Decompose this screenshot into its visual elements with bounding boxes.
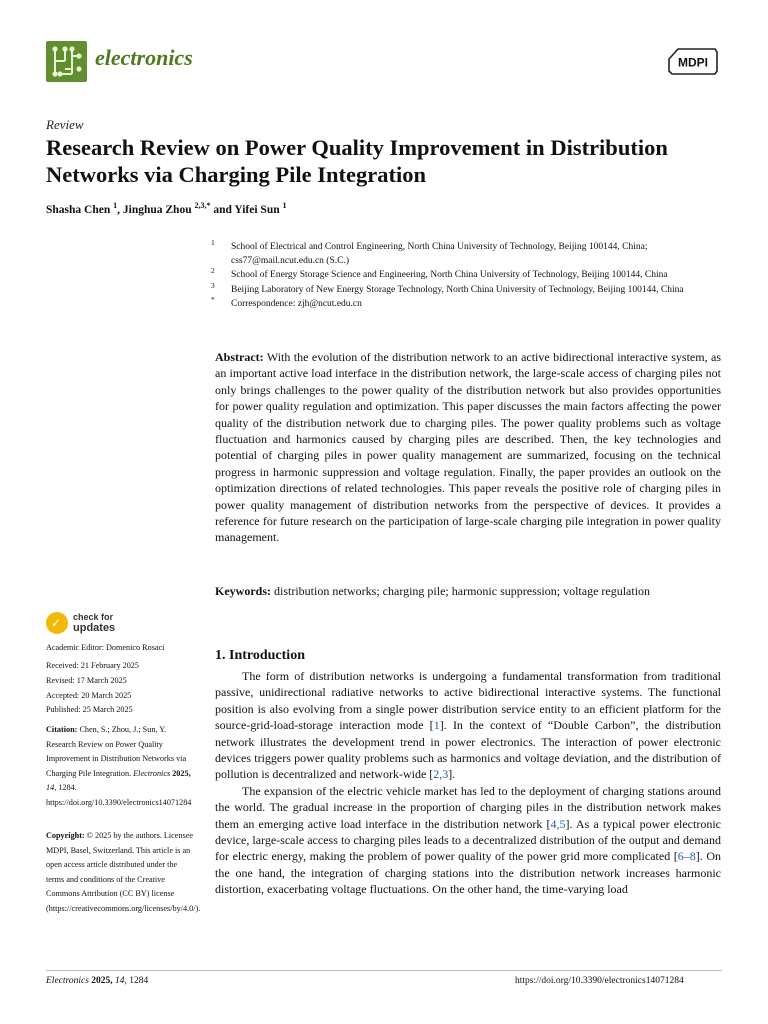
citation-link[interactable]: 1 (433, 718, 440, 733)
date-revised: Revised: 17 March 2025 (46, 676, 127, 685)
abstract (215, 349, 721, 546)
footer-doi-link[interactable]: https://doi.org/10.3390/electronics14071284 (515, 976, 684, 986)
citation-link[interactable]: 2,3 (433, 767, 449, 782)
footer-volume: 14, (115, 976, 127, 986)
author-affiliation-mark: 1 (113, 201, 118, 210)
footer-citation (46, 976, 148, 986)
check-updates-icon: ✓ (46, 612, 68, 634)
citation-link[interactable]: 6–8 (677, 849, 696, 864)
article-type: Review (46, 117, 84, 132)
copyright-block (46, 829, 201, 916)
affiliation-item (211, 268, 731, 282)
affiliation-text: School of Energy Storage Science and Engineering, North China University of Technology, Beijing 100144, China (231, 270, 668, 281)
date-published: Published: 25 March 2025 (46, 705, 133, 714)
copyright-text: © 2025 by the authors. Licensee MDPI, Basel, Switzerland. This article is an open access article distributed under the terms and conditions of the Creative Commons Attribution (CC BY) license (https://creativecommons.org/licenses/by/4.0/). (46, 831, 201, 913)
author-affiliation-mark: 2,3,* (194, 201, 211, 210)
intro-text: ]. On the one hand, the integration of charging stations into the distribution network increases harmonic distortion, exacerbating voltage fluctuations. On the other hand, the time-varying load (215, 849, 721, 897)
introduction-body (215, 668, 721, 898)
abstract-label: Abstract: (215, 350, 264, 364)
section-heading-introduction: 1. Introduction (215, 648, 305, 663)
citation-volume: 14, (46, 783, 57, 792)
keywords (215, 583, 721, 599)
affiliation-number: 1 (211, 238, 215, 247)
publisher-label: MDPI (678, 55, 708, 70)
footer-divider (46, 970, 722, 971)
author-name: Yifei Sun (234, 203, 280, 216)
keywords-label: Keywords: (215, 584, 271, 598)
check-for-updates-button[interactable] (46, 612, 166, 636)
footer-journal: Electronics (46, 976, 89, 986)
affiliation-item (211, 294, 731, 311)
intro-text: ]. (448, 767, 456, 782)
author-name: Jinghua Zhou (122, 203, 192, 216)
check-updates-line2: updates (73, 622, 116, 634)
affiliation-number: 2 (211, 266, 215, 276)
citation-block (46, 723, 196, 810)
mdpi-logo-icon (666, 46, 720, 76)
citation-label: Citation: (46, 725, 78, 734)
citation-year: 2025, (172, 768, 191, 778)
intro-paragraph (215, 783, 721, 898)
check-updates-line1: check for (73, 612, 114, 622)
intro-text: The form of distribution networks is undergoing a fundamental transformation from traditional passive, unidirectional radiative networks to active bidirectional interactive systems. The functional position is also evolving from a single power distribution service entity to an efficient platform for the source-grid-load-storage interaction mode [ (215, 669, 721, 733)
citation-link[interactable]: 4,5 (550, 816, 566, 831)
citation-text: Chen, S.; Zhou, J.; Sun, Y. Research Review on Power Quality Improvement in Distribution Networks via Charging Pile Integration. (46, 725, 187, 778)
footer-year: 2025, (91, 976, 113, 986)
affiliation-item (211, 240, 731, 268)
affiliation-number: 3 (211, 280, 215, 290)
affiliation-text: Beijing Laboratory of New Energy Storage Technology, North China University of Technology, Beijing 100144, China (231, 284, 684, 295)
copyright-label: Copyright: (46, 831, 85, 840)
academic-editor: Academic Editor: Domenico Rosaci (46, 643, 165, 652)
intro-text: ]. In the context of “Double Carbon”, the distribution network illustrates the development trend in power electronics. The interaction of power electronic devices triggers power quality problems such as harmonics and voltage deviation, and the distribution of pollution is decentralized and network-wide [ (215, 718, 721, 782)
date-received: Received: 21 February 2025 (46, 661, 139, 670)
intro-text: The expansion of the electric vehicle market has led to the deployment of charging stations around the world. The gradual increase in the proportion of charging piles in the distribution network makes them an emerging active load interface in the distribution network [ (215, 783, 721, 831)
abstract-text: With the evolution of the distribution network to an active bidirectional interactive system, as an important active load interface in the distribution network, the large-scale access of charging piles not only brings challenges to the power quality of the distribution network but also provides opportunities for power quality regulation and optimization. This paper discusses the main factors affecting the power quality of the distribution network due to charging piles. The power quality problems such as voltage fluctuation and harmonics caused by charging piles are described. Then, the key technologies and potential of charging piles in power quality management are summarized, focusing on the technical progress in harmonic suppression and voltage regulation. Finally, the paper provides an outlook on the optimization directions of related technologies. This paper reveals the positive role of charging piles in power quality management of distribution networks from the perspective of devices. It provides a reference for future research on the participation of large-scale charging pile integration in power quality management. (215, 350, 721, 545)
keywords-text: distribution networks; charging pile; harmonic suppression; voltage regulation (274, 584, 651, 598)
citation-page-doi[interactable]: 1284. https://doi.org/10.3390/electronics14071284 (46, 783, 192, 807)
author-list: Shasha Chen $^1$, Jinghua Zhou $^{2,3,*}$ and Yifei Sun $^1$ (46, 201, 287, 216)
journal-name: electronics (95, 45, 193, 70)
journal-logo-icon (46, 41, 87, 82)
intro-text: ]. As a typical power electronic device, large-scale access to charging piles leads to a decentralized distribution of the output and demand for electric energy, making the problem of power quality of the power grid more complicated [ (215, 816, 721, 864)
date-accepted: Accepted: 20 March 2025 (46, 691, 132, 700)
affiliation-text: School of Electrical and Control Engineering, North China University of Technology, Beijing 100144, China; css77@mail.ncut.edu.cn (S.C.) (231, 242, 648, 267)
intro-paragraph (215, 668, 721, 783)
affiliation-number: * (211, 294, 215, 304)
affiliation-list (211, 240, 731, 311)
citation-journal: Electronics (133, 768, 171, 778)
affiliation-text: Correspondence: zjh@ncut.edu.cn (231, 298, 362, 309)
footer-page: 1284 (129, 976, 149, 986)
author-name: Shasha Chen (46, 203, 111, 216)
article-title: Research Review on Power Quality Improvement in Distribution Networks via Charging Pile Integration (46, 135, 668, 187)
author-affiliation-mark: 1 (282, 201, 287, 210)
affiliation-item (211, 280, 731, 297)
